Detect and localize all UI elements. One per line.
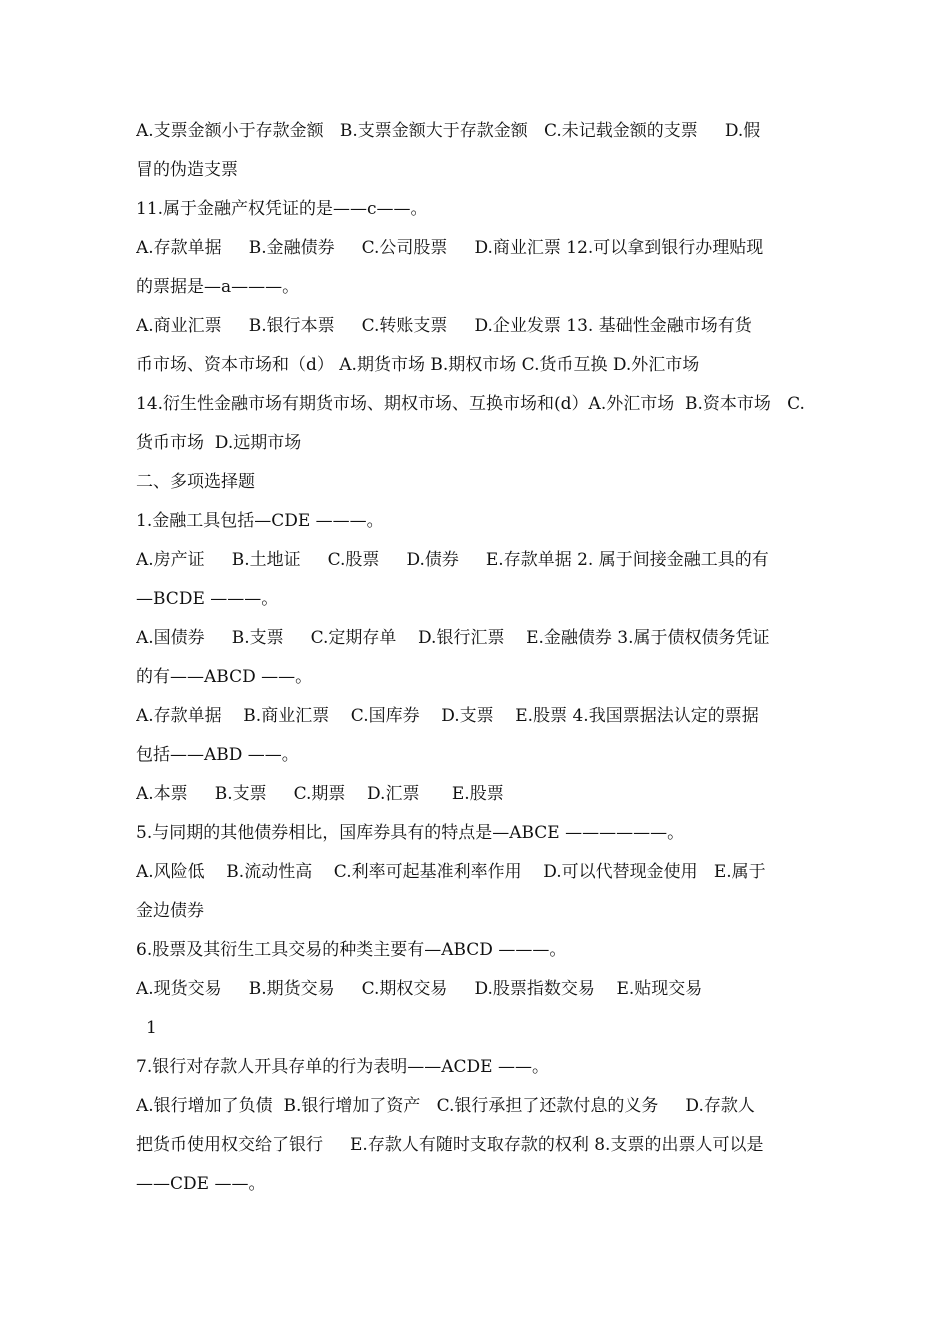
text-line-11: 1.金融工具包括—CDE ———。 bbox=[136, 511, 384, 531]
text-line-9: 货币市场 D.远期市场 bbox=[136, 433, 302, 453]
text-line-26: 把货币使用权交给了银行 E.存款人有随时支取存款的权利 8.支票的出票人可以是 bbox=[136, 1135, 764, 1155]
text-line-1: A.支票金额小于存款金额 B.支票金额大于存款金额 C.未记载金额的支票 D.假 bbox=[136, 121, 761, 141]
text-line-15: 的有——ABCD ——。 bbox=[136, 667, 313, 687]
text-line-21: 金边债券 bbox=[136, 901, 204, 921]
text-line-19: 5.与同期的其他债券相比，国库券具有的特点是—ABCE ——————。 bbox=[136, 823, 685, 843]
text-line-5: 的票据是—a———。 bbox=[136, 277, 300, 297]
text-line-25: A.银行增加了负债 B.银行增加了资产 C.银行承担了还款付息的义务 D.存款人 bbox=[136, 1096, 755, 1116]
text-line-4: A.存款单据 B.金融债券 C.公司股票 D.商业汇票 12.可以拿到银行办理贴现 bbox=[136, 238, 764, 258]
text-line-8: 14.衍生性金融市场有期货市场、期权市场、互换市场和(d）A.外汇市场 B.资本市场 C. bbox=[136, 394, 805, 414]
text-line-13: —BCDE ———。 bbox=[136, 589, 279, 609]
text-line-7: 币市场、资本市场和（d） A.期货市场 B.期权市场 C.货币互换 D.外汇市场 bbox=[136, 355, 700, 375]
page-number: 1 bbox=[146, 1018, 157, 1038]
text-line-24: 7.银行对存款人开具存单的行为表明——ACDE ——。 bbox=[136, 1057, 549, 1077]
text-line-27: ——CDE ——。 bbox=[136, 1174, 266, 1194]
text-line-23: A.现货交易 B.期货交易 C.期权交易 D.股票指数交易 E.贴现交易 bbox=[136, 979, 703, 999]
text-line-18: A.本票 B.支票 C.期票 D.汇票 E.股票 bbox=[136, 784, 504, 804]
text-line-6: A.商业汇票 B.银行本票 C.转账支票 D.企业发票 13. 基础性金融市场有货 bbox=[136, 316, 752, 336]
text-line-22: 6.股票及其衍生工具交易的种类主要有—ABCD ———。 bbox=[136, 940, 567, 960]
text-line-3: 11.属于金融产权凭证的是——c——。 bbox=[136, 199, 428, 219]
text-line-17: 包括——ABD ——。 bbox=[136, 745, 299, 765]
text-line-14: A.国债券 B.支票 C.定期存单 D.银行汇票 E.金融债券 3.属于债权债务凭证 bbox=[136, 628, 770, 648]
text-line-2: 冒的伪造支票 bbox=[136, 160, 238, 180]
text-line-12: A.房产证 B.土地证 C.股票 D.债券 E.存款单据 2. 属于间接金融工具的有 bbox=[136, 550, 769, 570]
text-line-16: A.存款单据 B.商业汇票 C.国库券 D.支票 E.股票 4.我国票据法认定的票据 bbox=[136, 706, 759, 726]
section-heading: 二、多项选择题 bbox=[136, 472, 255, 492]
text-line-20: A.风险低 B.流动性高 C.利率可起基准利率作用 D.可以代替现金使用 E.属于 bbox=[136, 862, 766, 882]
